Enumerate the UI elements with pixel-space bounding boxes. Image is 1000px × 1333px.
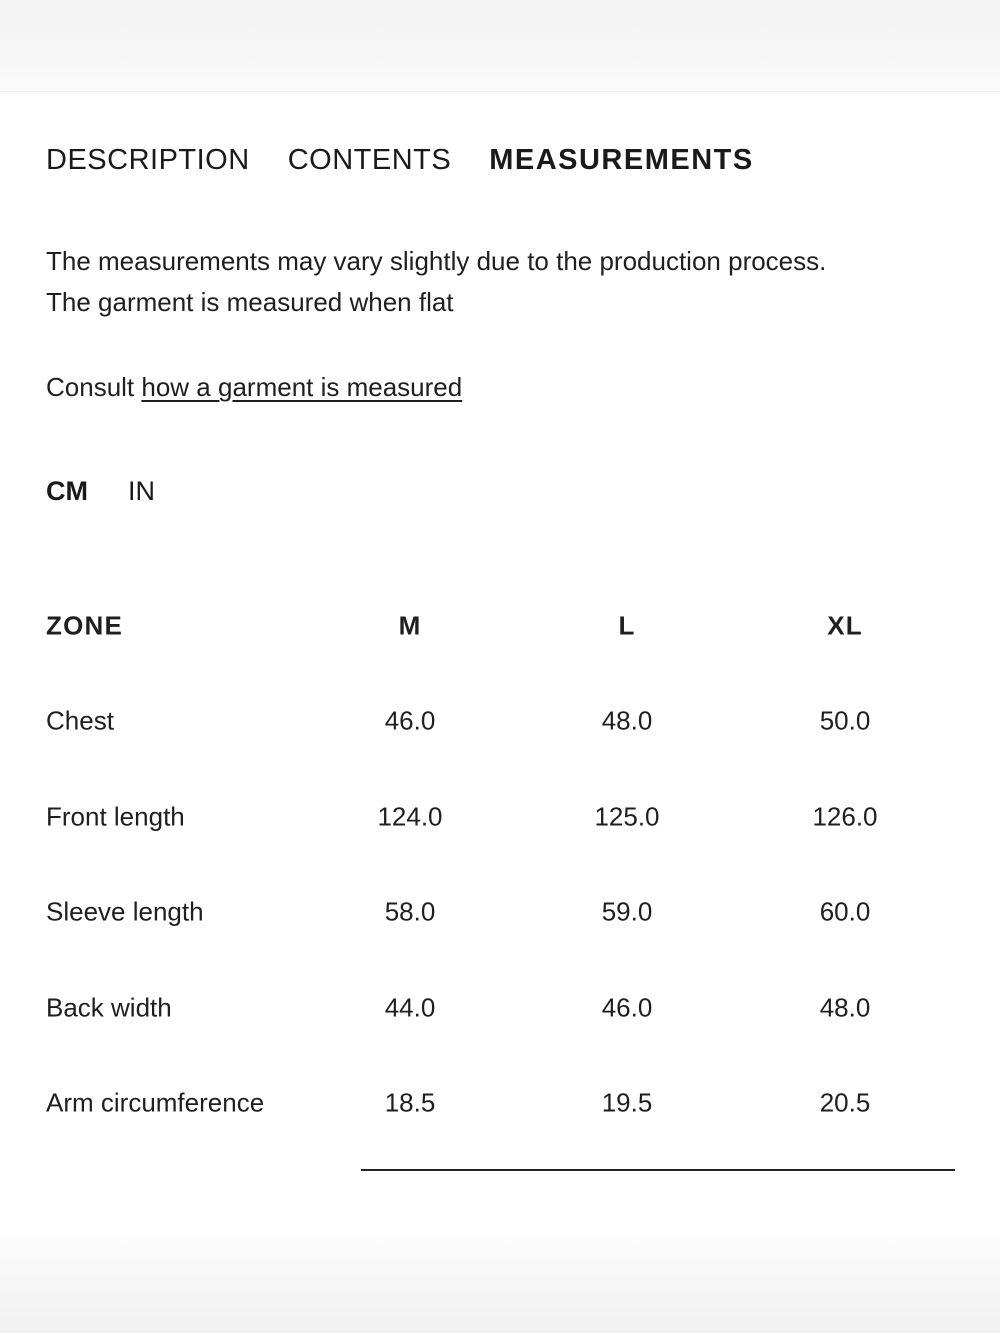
value-m: 18.5 [384, 1087, 436, 1118]
header-size-m: M [398, 610, 422, 641]
consult-line [46, 372, 462, 403]
value-xl: 20.5 [819, 1087, 871, 1118]
header-size-xl: XL [827, 610, 863, 641]
consult-prefix: Consult [46, 372, 142, 402]
table-row [46, 769, 954, 865]
how-measured-link[interactable]: how a garment is measured [141, 372, 463, 402]
zone-label: Chest [46, 705, 114, 736]
header-size-l: L [618, 610, 636, 641]
tab-description[interactable]: DESCRIPTION [46, 144, 250, 176]
intro-line-2: The garment is measured when flat [46, 287, 454, 317]
value-xl: 50.0 [819, 705, 871, 736]
value-m: 124.0 [377, 801, 443, 832]
unit-switcher [46, 476, 195, 507]
zone-label: Back width [46, 992, 172, 1023]
intro-line-1: The measurements may vary slightly due to the production process. [46, 246, 827, 276]
value-m: 58.0 [384, 896, 436, 927]
tab-bar [46, 144, 792, 177]
value-l: 59.0 [601, 896, 653, 927]
table-row [46, 960, 954, 1056]
value-l: 19.5 [601, 1087, 653, 1118]
value-m: 46.0 [384, 705, 436, 736]
bottom-backdrop [0, 1236, 1000, 1333]
value-xl: 48.0 [819, 992, 871, 1023]
value-xl: 126.0 [812, 801, 878, 832]
tab-contents[interactable]: CONTENTS [287, 144, 452, 176]
value-m: 44.0 [384, 992, 436, 1023]
value-l: 46.0 [601, 992, 653, 1023]
top-backdrop [0, 0, 1000, 92]
unit-in-toggle[interactable]: IN [128, 476, 155, 506]
tab-measurements[interactable]: MEASUREMENTS [489, 144, 754, 176]
zone-label: Sleeve length [46, 896, 204, 927]
value-l: 125.0 [594, 801, 660, 832]
value-xl: 60.0 [819, 896, 871, 927]
measurements-intro [46, 241, 966, 323]
zone-label: Arm circumference [46, 1087, 265, 1118]
size-table [46, 578, 954, 1151]
header-zone: ZONE [46, 610, 124, 641]
table-header-row [46, 578, 954, 674]
value-l: 48.0 [601, 705, 653, 736]
zone-label: Front length [46, 801, 185, 832]
table-row [46, 1056, 954, 1152]
table-row [46, 865, 954, 961]
table-row [46, 674, 954, 770]
divider-line [361, 1169, 955, 1171]
unit-cm-toggle[interactable]: CM [46, 476, 88, 506]
